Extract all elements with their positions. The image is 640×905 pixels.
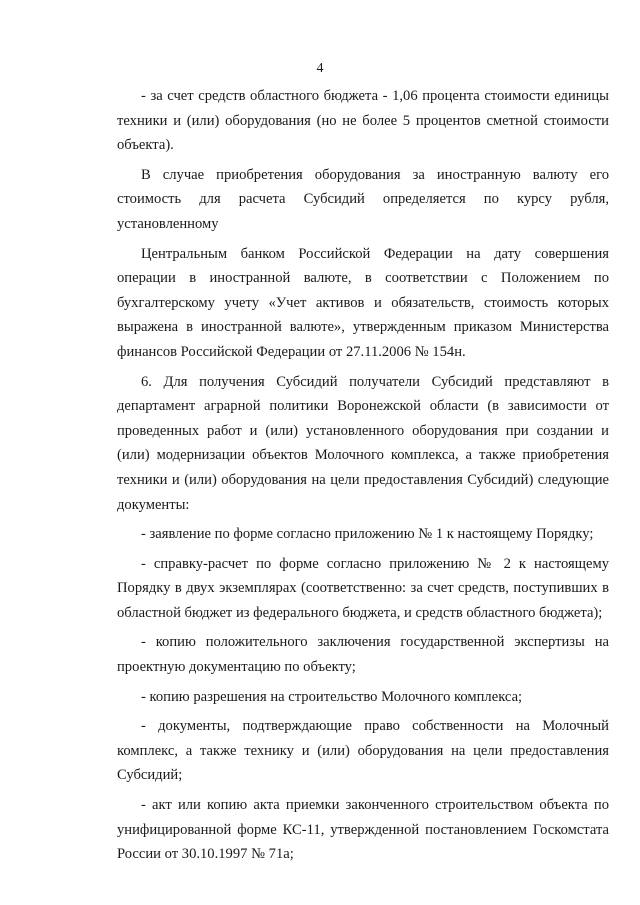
list-item-permit: - копию разрешения на строительство Молочного комплекса; bbox=[141, 688, 523, 705]
paragraph-item-6: 6. Для получения Субсидий получатели Субсидий представляют в департамент аграрной политики Воронежской области (в зависимости от проведенных работ и (или) установленного оборудования при создании и (или) модернизации объектов Молочного комплекса, а также приобретения техники и (или) оборудования на цели предоставления Субсидий) следующие документы: bbox=[117, 373, 609, 513]
paragraph-central-bank: Центральным банком Российской Федерации на дату совершения операции в иностранной валюте, в соответствии с Положением по бухгалтерскому учету «Учет активов и обязательств, стоимость которых выражена в иностранной валюте», утвержденным приказом Министерства финансов Российской Федерации от 27.11.2006 № 154н. bbox=[117, 245, 609, 360]
page-number: 4 bbox=[316, 61, 324, 76]
paragraph-regional-budget: - за счет средств областного бюджета - 1,06 процента стоимости единицы техники и (или) оборудования (но не более 5 процентов сметной стоимости объекта). bbox=[117, 88, 609, 154]
list-item-application: - заявление по форме согласно приложению № 1 к настоящему Порядку; bbox=[141, 526, 594, 543]
list-item-calculation: - справку-расчет по форме согласно приложению № 2 к настоящему Порядку в двух экземплярах (соответственно: за счет средств, поступивших в областной бюджет из федерального бюджета, и средств областного бюджета); bbox=[117, 555, 609, 621]
paragraph-foreign-currency: В случае приобретения оборудования за иностранную валюту его стоимость для расчета Субсидий определяется по курсу рубля, установленному bbox=[117, 166, 609, 232]
list-item-ownership: - документы, подтверждающие право собственности на Молочный комплекс, а также технику и (или) оборудования на цели предоставления Субсидий; bbox=[117, 718, 609, 784]
list-item-acceptance-act: - акт или копию акта приемки законченного строительством объекта по унифицированной форме КС-11, утвержденной постановлением Госкомстата России от 30.10.1997 № 71а; bbox=[117, 797, 609, 863]
document-body bbox=[117, 84, 609, 872]
list-item-expertise: - копию положительного заключения государственной экспертизы на проектную документацию по объекту; bbox=[117, 634, 609, 676]
